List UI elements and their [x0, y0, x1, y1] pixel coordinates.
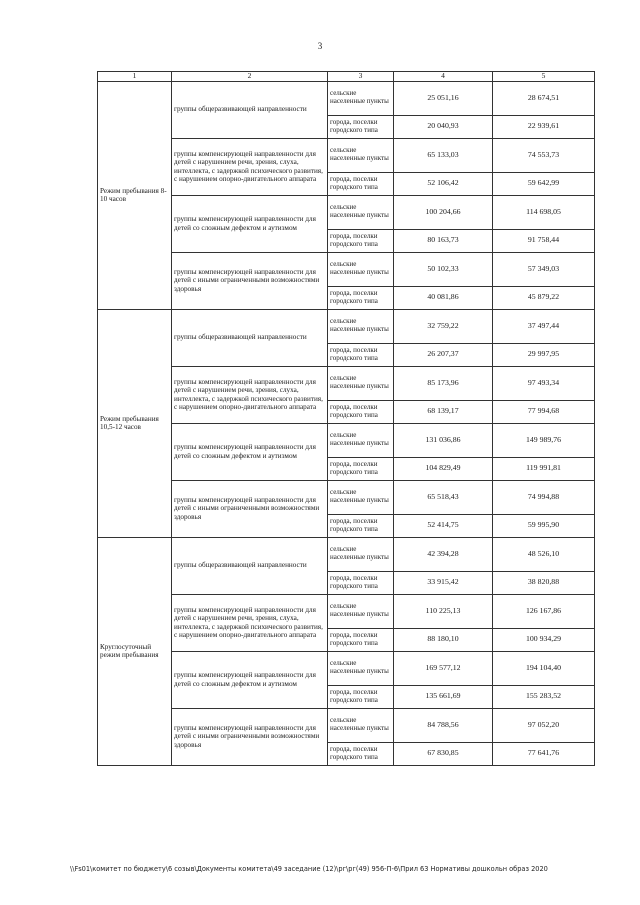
settlement-type-cell: города, поселки городского типа — [328, 514, 394, 537]
norm-value-col5: 119 991,81 — [493, 457, 595, 480]
norm-value-col4: 42 394,28 — [394, 537, 493, 571]
settlement-type-cell: сельские населенные пункты — [328, 594, 394, 628]
group-type-cell: группы компенсирующей направленности для детей с иными ограниченными возможностями здоровья — [172, 480, 328, 537]
table-row — [98, 252, 595, 286]
settlement-type-cell: сельские населенные пункты — [328, 480, 394, 514]
norm-value-col5: 38 820,88 — [493, 571, 595, 594]
settlement-type-cell: сельские населенные пункты — [328, 252, 394, 286]
group-type-cell: группы общеразвивающей направленности — [172, 537, 328, 594]
table-row — [98, 309, 595, 343]
norm-value-col5: 97 493,34 — [493, 366, 595, 400]
settlement-type-cell: города, поселки городского типа — [328, 343, 394, 366]
norm-value-col4: 169 577,12 — [394, 651, 493, 685]
footer-file-path: \\Fs01\комитет по бюджету\6 созыв\Документы комитета\49 заседание (12)\рг\рг(49) 956-П-6\Прил 63 Нормативы дошкольн образ 2020 — [70, 865, 548, 873]
group-type-cell: группы компенсирующей направленности для детей с нарушением речи, зрения, слуха, интеллекта, с задержкой психического развития, с нарушением опорно-двигательного аппарата — [172, 594, 328, 651]
settlement-type-cell: сельские населенные пункты — [328, 195, 394, 229]
norm-value-col4: 33 915,42 — [394, 571, 493, 594]
norm-value-col5: 74 994,88 — [493, 480, 595, 514]
norm-value-col4: 88 180,10 — [394, 628, 493, 651]
norm-value-col4: 65 133,03 — [394, 138, 493, 172]
norm-value-col4: 52 106,42 — [394, 172, 493, 195]
group-type-cell: группы общеразвивающей направленности — [172, 81, 328, 138]
settlement-type-cell: сельские населенные пункты — [328, 423, 394, 457]
settlement-type-cell: сельские населенные пункты — [328, 651, 394, 685]
column-header-4: 4 — [394, 72, 493, 82]
norm-value-col5: 97 052,20 — [493, 708, 595, 742]
table-row — [98, 423, 595, 457]
table-row — [98, 594, 595, 628]
settlement-type-cell: сельские населенные пункты — [328, 537, 394, 571]
settlement-type-cell: города, поселки городского типа — [328, 685, 394, 708]
norm-value-col5: 155 283,52 — [493, 685, 595, 708]
settlement-type-cell: сельские населенные пункты — [328, 708, 394, 742]
group-type-cell: группы компенсирующей направленности для детей со сложным дефектом и аутизмом — [172, 651, 328, 708]
settlement-type-cell: города, поселки городского типа — [328, 400, 394, 423]
norm-value-col5: 126 167,86 — [493, 594, 595, 628]
norm-value-col4: 20 040,93 — [394, 115, 493, 138]
table-row — [98, 651, 595, 685]
norm-value-col4: 26 207,37 — [394, 343, 493, 366]
settlement-type-cell: сельские населенные пункты — [328, 138, 394, 172]
norm-value-col5: 57 349,03 — [493, 252, 595, 286]
norm-value-col4: 104 829,49 — [394, 457, 493, 480]
table-row — [98, 366, 595, 400]
stay-mode-cell: Круглосуточный режим пребывания — [98, 537, 172, 765]
norm-value-col5: 37 497,44 — [493, 309, 595, 343]
stay-mode-cell: Режим пребывания 8-10 часов — [98, 81, 172, 309]
column-header-5: 5 — [493, 72, 595, 82]
settlement-type-cell: сельские населенные пункты — [328, 309, 394, 343]
norm-value-col4: 52 414,75 — [394, 514, 493, 537]
settlement-type-cell: города, поселки городского типа — [328, 571, 394, 594]
norm-value-col4: 67 830,85 — [394, 742, 493, 765]
group-type-cell: группы компенсирующей направленности для детей с нарушением речи, зрения, слуха, интеллекта, с задержкой психического развития, с нарушением опорно-двигательного аппарата — [172, 366, 328, 423]
norm-value-col5: 100 934,29 — [493, 628, 595, 651]
norm-value-col5: 59 642,99 — [493, 172, 595, 195]
norm-value-col4: 25 051,16 — [394, 81, 493, 115]
norm-value-col5: 22 939,61 — [493, 115, 595, 138]
norm-value-col5: 91 758,44 — [493, 229, 595, 252]
settlement-type-cell: города, поселки городского типа — [328, 286, 394, 309]
norm-value-col4: 84 788,56 — [394, 708, 493, 742]
norm-value-col5: 77 641,76 — [493, 742, 595, 765]
table-row — [98, 138, 595, 172]
group-type-cell: группы компенсирующей направленности для детей со сложным дефектом и аутизмом — [172, 423, 328, 480]
settlement-type-cell: города, поселки городского типа — [328, 742, 394, 765]
norm-value-col4: 110 225,13 — [394, 594, 493, 628]
norm-value-col5: 28 674,51 — [493, 81, 595, 115]
column-header-1: 1 — [98, 72, 172, 82]
group-type-cell: группы компенсирующей направленности для детей с иными ограниченными возможностями здоровья — [172, 252, 328, 309]
norm-value-col5: 45 879,22 — [493, 286, 595, 309]
norm-value-col4: 100 204,66 — [394, 195, 493, 229]
norm-value-col5: 59 995,90 — [493, 514, 595, 537]
norm-value-col4: 85 173,96 — [394, 366, 493, 400]
column-header-3: 3 — [328, 72, 394, 82]
norm-value-col4: 32 759,22 — [394, 309, 493, 343]
settlement-type-cell: города, поселки городского типа — [328, 457, 394, 480]
table-header-row — [98, 72, 595, 82]
norm-value-col5: 194 104,40 — [493, 651, 595, 685]
settlement-type-cell: города, поселки городского типа — [328, 115, 394, 138]
norm-value-col4: 80 163,73 — [394, 229, 493, 252]
settlement-type-cell: города, поселки городского типа — [328, 628, 394, 651]
norms-table — [97, 71, 595, 766]
column-header-2: 2 — [172, 72, 328, 82]
norm-value-col4: 50 102,33 — [394, 252, 493, 286]
norm-value-col4: 65 518,43 — [394, 480, 493, 514]
norm-value-col5: 29 997,95 — [493, 343, 595, 366]
group-type-cell: группы компенсирующей направленности для детей с нарушением речи, зрения, слуха, интеллекта, с задержкой психического развития, с нарушением опорно-двигательного аппарата — [172, 138, 328, 195]
norm-value-col4: 131 036,86 — [394, 423, 493, 457]
group-type-cell: группы компенсирующей направленности для детей со сложным дефектом и аутизмом — [172, 195, 328, 252]
norm-value-col5: 114 698,05 — [493, 195, 595, 229]
norm-value-col5: 77 994,68 — [493, 400, 595, 423]
table-row — [98, 537, 595, 571]
table-row — [98, 708, 595, 742]
table-row — [98, 195, 595, 229]
settlement-type-cell: города, поселки городского типа — [328, 172, 394, 195]
table-row — [98, 480, 595, 514]
settlement-type-cell: города, поселки городского типа — [328, 229, 394, 252]
norm-value-col4: 135 661,69 — [394, 685, 493, 708]
group-type-cell: группы компенсирующей направленности для детей с иными ограниченными возможностями здоровья — [172, 708, 328, 765]
page-number: 3 — [317, 41, 323, 51]
norm-value-col5: 74 553,73 — [493, 138, 595, 172]
norm-value-col5: 149 989,76 — [493, 423, 595, 457]
group-type-cell: группы общеразвивающей направленности — [172, 309, 328, 366]
norm-value-col4: 40 081,86 — [394, 286, 493, 309]
settlement-type-cell: сельские населенные пункты — [328, 366, 394, 400]
norm-value-col4: 68 139,17 — [394, 400, 493, 423]
table-row — [98, 81, 595, 115]
stay-mode-cell: Режим пребывания 10,5-12 часов — [98, 309, 172, 537]
settlement-type-cell: сельские населенные пункты — [328, 81, 394, 115]
norm-value-col5: 48 526,10 — [493, 537, 595, 571]
